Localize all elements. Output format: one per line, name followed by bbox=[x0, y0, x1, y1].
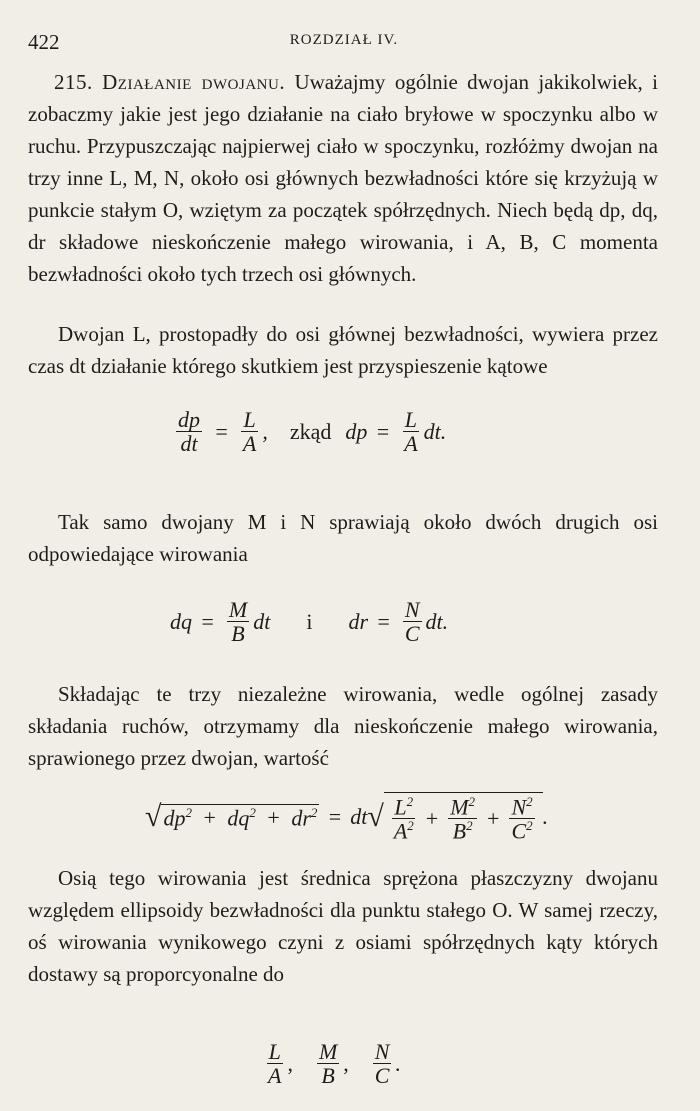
section-number: 215. bbox=[54, 70, 93, 94]
paragraph-text: Osią tego wirowania jest średnica sprężona płaszczyzny dwojanu względem ellipsoidy bezwładności dla punktu stałego O. W samej rzeczy, oś wirowania wynikowego czyni z osiami spółrzędnych kąty których dostawy są proporcyonalne do bbox=[28, 866, 658, 986]
paragraph-os-wirowania bbox=[28, 862, 658, 990]
paragraph-dwojany-mn bbox=[28, 506, 658, 570]
fraction-l-a-2: $\frac{L}{A}$ bbox=[404, 407, 418, 457]
formula-resultant-rotation: √ $dp^2 + dq^2 + dr^2$ = dt √ $\frac{L^2}{A^2}$ + $\frac{M^2}{B^2}$ + $\frac{N^2}{C^2}$ . bbox=[145, 794, 549, 844]
formula-rotations-mn: dq = $\frac{M}{B}$ dt i dr = $\frac{N}{C}$ dt. bbox=[170, 597, 449, 647]
fraction-l-a-final: $\frac{L}{A}$ bbox=[268, 1039, 282, 1089]
paragraph-dwojan-l bbox=[28, 318, 658, 382]
sqrt-left: √ $dp^2 + dq^2 + dr^2$ bbox=[145, 800, 318, 834]
paragraph-text: Dwojan L, prostopadły do osi głównej bezwładności, wywiera przez czas dt działanie którego skutkiem jest przyspieszenie kątowe bbox=[28, 322, 658, 378]
formula-angular-acceleration: $\frac{dp}{dt}$ = $\frac{L}{A}$ , zkąd dp = $\frac{L}{A}$ dt. bbox=[178, 407, 447, 457]
page-header bbox=[28, 30, 660, 54]
paragraph-text: Składając te trzy niezależne wirowania, wedle ogólnej zasady składania ruchów, otrzymamy dla nieskończenie małego wirowania, sprawionego przez dwojan, wartość bbox=[28, 682, 658, 770]
section-text: Uważajmy ogólnie dwojan jakikolwiek, i zobaczmy jakie jest jego działanie na ciało bryłowe w spoczynku albo w ruchu. Przypuszczając najpierwej ciało w spoczynku, rozłóżmy dwojan na trzy inne L, M, N, około osi głównych bezwładności które się krzyżują w punkcie stałym O, wziętym za początek spółrzędnych. Niech będą dp, dq, dr składowe nieskończenie małego wirowania, i A, B, C momenta bezwładności około tych trzech osi głównych. bbox=[28, 70, 658, 286]
fraction-m-b-final: $\frac{M}{B}$ bbox=[318, 1039, 338, 1089]
paragraph-skladanie bbox=[28, 678, 658, 774]
fraction-l-a: $\frac{L}{A}$ bbox=[242, 407, 257, 457]
section-title: Działanie dwojanu. bbox=[102, 70, 286, 94]
word-zkad: zkąd bbox=[289, 418, 332, 444]
sqrt-right: √ $\frac{L^2}{A^2}$ + $\frac{M^2}{B^2}$ + $\frac{N^2}{C^2}$ bbox=[367, 792, 542, 843]
word-i: i bbox=[306, 608, 313, 634]
fraction-dp-dt: $\frac{dp}{dt}$ bbox=[178, 407, 200, 457]
formula-proportional-directions: $\frac{L}{A}$ , $\frac{M}{B}$ , $\frac{N}{C}$ . bbox=[268, 1039, 401, 1089]
section-215 bbox=[28, 66, 658, 290]
page-number: 422 bbox=[28, 30, 60, 54]
paragraph-text: Tak samo dwojany M i N sprawiają około dwóch drugich osi odpowiedające wirowania bbox=[28, 510, 658, 566]
fraction-m-b: $\frac{M}{B}$ bbox=[228, 597, 248, 647]
fraction-n-c: $\frac{N}{C}$ bbox=[404, 597, 420, 647]
running-head: ROZDZIAŁ IV. bbox=[289, 32, 399, 48]
fraction-n-c-final: $\frac{N}{C}$ bbox=[374, 1039, 390, 1089]
